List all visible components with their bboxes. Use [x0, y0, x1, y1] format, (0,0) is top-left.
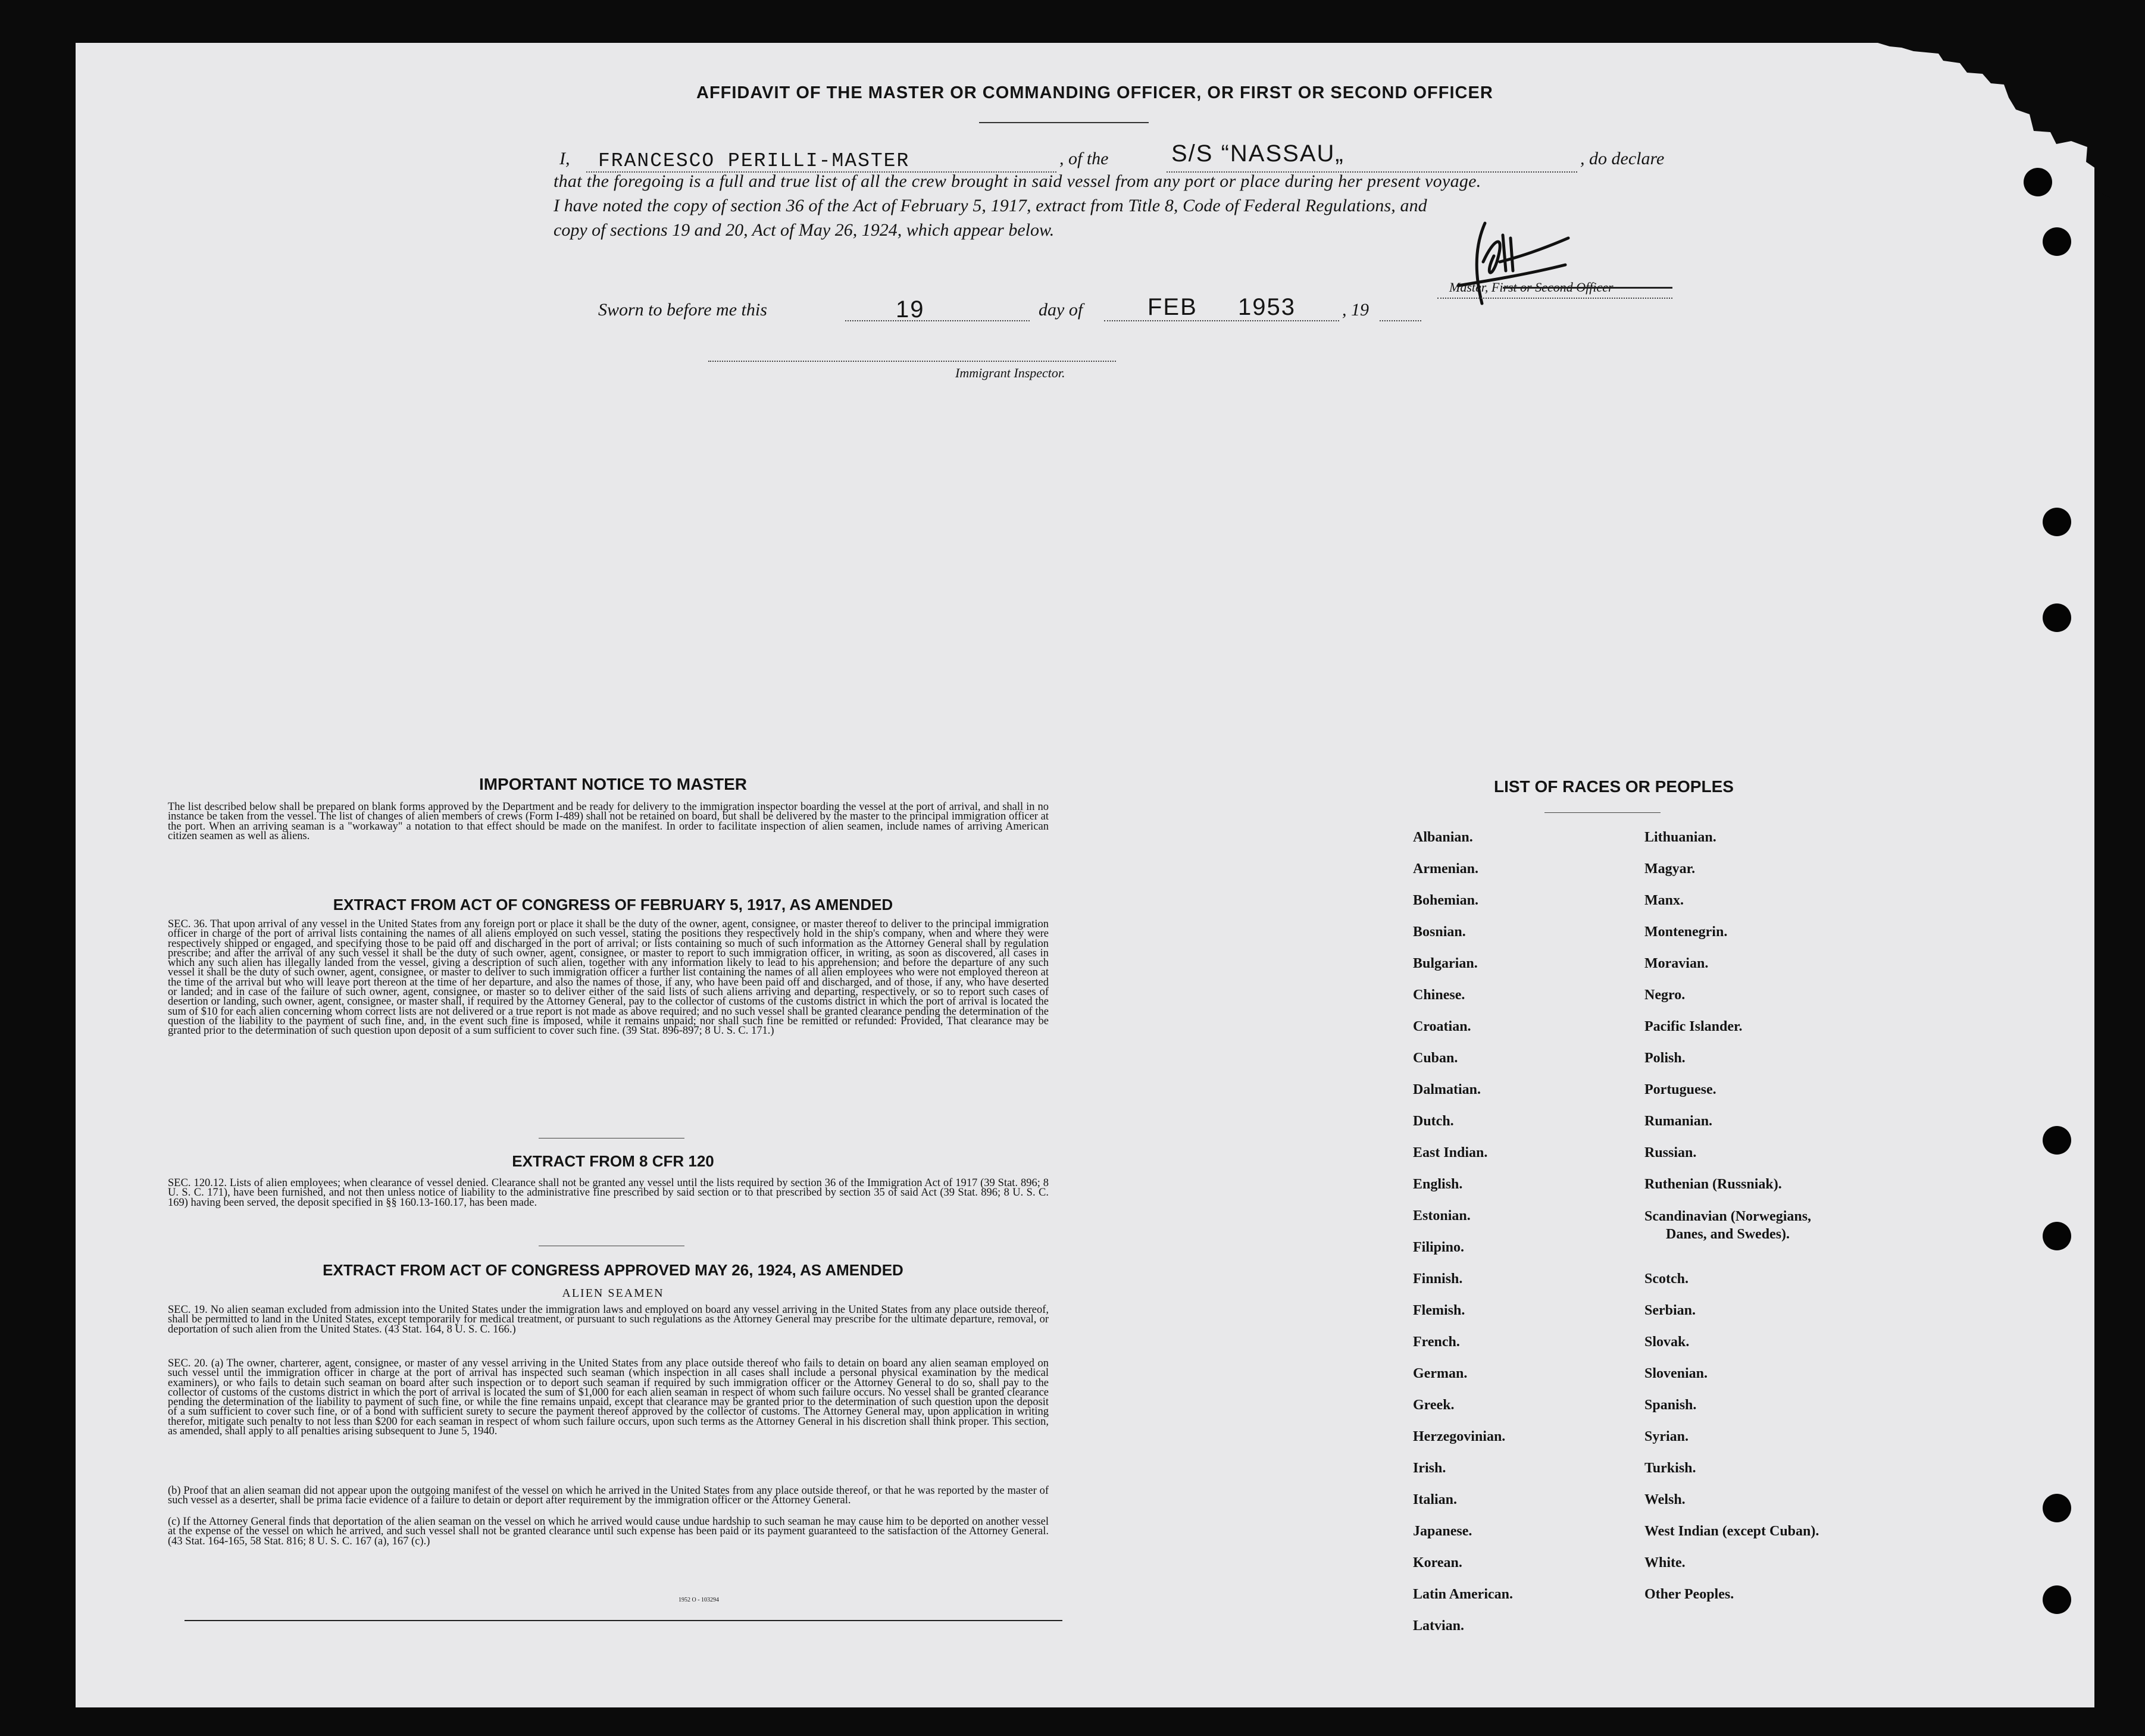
year-prefix: , 19 [1342, 300, 1369, 320]
title-rule [979, 122, 1149, 123]
race-item: Other Peoples. [1644, 1587, 1734, 1602]
race-item: Dalmatian. [1413, 1082, 1481, 1097]
declaration-of-the: , of the [1059, 149, 1109, 168]
signature-strike [1503, 287, 1672, 289]
sworn-month: FEB [1147, 294, 1197, 320]
sec19-text: SEC. 19. No alien seaman excluded from admission into the United States under the immigration laws and employed on board any vessel arriving in the United States from any place outside thereof, shall be permitted to land in the United States, except temporarily for medical treatment, or pursuant to such regulations as the Attorney General may prescribe for the ultimate departure, removal, or deportation of such alien from the United States. (43 Stat. 164, 8 U. S. C. 166.) [168, 1304, 1049, 1335]
year-line [1380, 320, 1421, 321]
race-item: Bulgarian. [1413, 956, 1478, 971]
race-item: Polish. [1644, 1050, 1686, 1066]
vessel-name: S/S “NASSAU„ [1171, 140, 1344, 167]
races-left-column [1413, 822, 1513, 1642]
races-right-column [1644, 822, 1819, 1610]
race-item: Bosnian. [1413, 924, 1466, 940]
punch-hole [2043, 1585, 2071, 1614]
race-item: German. [1413, 1366, 1468, 1381]
notice-text: The list described below shall be prepared on blank forms approved by the Department and be ready for delivery to the immigration inspector boarding the vessel at the port of arrival, and shall in no instance be taken from the vessel. The list of changes of alien members of crews (Form I-489) shall not be retained on board, but shall be delivered by the master to the principal immigration officer at the port. When an arriving seaman is a "workaway" a notation to that effect should be made on the manifest. In order to facilitate inspection of alien seamen, include names of arriving American citizen seamen as well as aliens. [168, 801, 1049, 842]
race-item: Albanian. [1413, 830, 1473, 845]
race-item: Moravian. [1644, 956, 1709, 971]
torn-corner [1878, 43, 2110, 198]
race-item: Pacific Islander. [1644, 1019, 1743, 1034]
race-item: Armenian. [1413, 861, 1478, 877]
race-item: Welsh. [1644, 1492, 1686, 1507]
signature-caption: Master, First or Second Officer [1449, 280, 1614, 295]
race-item: Herzegovinian. [1413, 1429, 1506, 1444]
race-item: Filipino. [1413, 1240, 1465, 1255]
extract-1917-text: SEC. 36. That upon arrival of any vessel in the United States from any foreign port or place it shall be the duty of the owner, agent, consignee, or master thereof to deliver to the principal immigration officer in charge of the port of arrival lists containing the names of all aliens employed on such vessel, stating the positions they respectively hold in the ship's company, when and where they were respectively shipped or engaged, and specifying those to be paid off and discharged in the port of arrival; or lists containing so much of such information as the Attorney General shall by regulation prescribe; and after the arrival of any such vessel it shall be the duty of such owner, agent, consignee, or master to report to such immigration officer, in writing, as soon as discovered, all cases in which any such alien has illegally landed from the vessel, giving a description of such alien, together with any information likely to lead to his apprehension; and before the departure of any such vessel it shall be the duty of such owner, agent, consignee, or master to deliver to such immigration officer a further list containing the names of all alien employees who were not employed thereon at the time of the arrival but who will leave port thereon at the time of her departure, and also the names of those, if any, who have been paid off and discharged, and of those, if any, who have deserted or landed; and in case of the failure of such owner, agent, consignee, or master so to deliver either of the said lists of such aliens arriving and departing, respectively, or so to report such cases of desertion or landing, such owner, agent, consignee, or master shall, if required by the Attorney General, pay to the collector of customs of the customs district in which the port of arrival is located the sum of $10 for each alien concerning whom correct lists are not delivered or a true report is not made as above required; and no such vessel shall be granted clearance pending the determination of the question of the liability to the payment of such fine, and, in the event such fine is imposed, while it remains unpaid; nor shall such fine be remitted or refunded: Provided, That clearance may be granted prior to the determination of such question upon deposit of a sum sufficient to cover such fine. (39 Stat. 896-897; 8 U. S. C. 171.) [168, 918, 1049, 1037]
day-of-label: day of [1039, 300, 1083, 320]
race-item: West Indian (except Cuban). [1644, 1524, 1819, 1539]
extract-cfr-title: EXTRACT FROM 8 CFR 120 [512, 1152, 714, 1170]
declaration-line-3: I have noted the copy of section 36 of the Act of February 5, 1917, extract from Title 8, Code of Federal Regulations, and [554, 196, 1427, 215]
race-item: Lithuanian. [1644, 830, 1716, 845]
race-item: Scandinavian (Norwegians, [1644, 1209, 1812, 1224]
declarant-name: FRANCESCO PERILLI-MASTER [598, 150, 910, 172]
bottom-rule [185, 1620, 1062, 1621]
race-item: Danes, and Swedes). [1666, 1227, 1790, 1242]
affidavit-title: AFFIDAVIT OF THE MASTER OR COMMANDING OFFICER, OR FIRST OR SECOND OFFICER [696, 83, 1493, 102]
race-item: Italian. [1413, 1492, 1458, 1507]
punch-hole [2043, 227, 2071, 256]
alien-seamen-subtitle: ALIEN SEAMEN [562, 1287, 664, 1300]
race-item: Irish. [1413, 1460, 1446, 1476]
race-item: Serbian. [1644, 1303, 1696, 1318]
race-item: Latin American. [1413, 1587, 1513, 1602]
race-item: Chinese. [1413, 987, 1465, 1003]
inspector-caption: Immigrant Inspector. [955, 365, 1065, 380]
notice-title: IMPORTANT NOTICE TO MASTER [479, 775, 748, 793]
extract-1917-title: EXTRACT FROM ACT OF CONGRESS OF FEBRUARY 5, 1917, AS AMENDED [333, 896, 893, 914]
master-signature [1440, 214, 1577, 315]
sworn-label: Sworn to before me this [598, 300, 767, 320]
punch-hole [2043, 1222, 2071, 1250]
race-item: Syrian. [1644, 1429, 1689, 1444]
punch-hole [2043, 1126, 2071, 1155]
race-item: Magyar. [1644, 861, 1696, 877]
race-item: Korean. [1413, 1555, 1462, 1571]
declaration-line-4: copy of sections 19 and 20, Act of May 26, 1924, which appear below. [554, 220, 1055, 240]
race-item: Cuban. [1413, 1050, 1458, 1066]
race-item: Russian. [1644, 1145, 1697, 1161]
race-item: Manx. [1644, 893, 1684, 908]
sworn-day: 19 [896, 296, 925, 323]
punch-hole [2043, 508, 2071, 536]
race-item: Negro. [1644, 987, 1686, 1003]
race-item: Spanish. [1644, 1397, 1697, 1413]
race-item: Flemish. [1413, 1303, 1465, 1318]
extract-cfr-text: SEC. 120.12. Lists of alien employees; when clearance of vessel denied. Clearance shall not be granted any vessel until the lists required by section 36 of the Immigration Act of 1917 (39 Stat. 896; 8 U. S. C. 171), have been furnished, and not then unless notice of liability to the administrative fine prescribed by said section or to that prescribed by section 35 of said Act (39 Stat. 896; 8 U. S. C. 169) having been served, the deposit specified in §§ 160.13-160.17, has been made. [168, 1177, 1049, 1209]
race-item: Slovak. [1644, 1334, 1690, 1350]
race-item: White. [1644, 1555, 1686, 1571]
punch-hole [2043, 603, 2071, 632]
day-line [845, 320, 1030, 321]
race-item: Scotch. [1644, 1271, 1689, 1287]
print-number: 1952 O - 103294 [678, 1597, 720, 1603]
race-item: Portuguese. [1644, 1082, 1716, 1097]
declaration-do-declare: , do declare [1580, 149, 1665, 168]
month-line [1104, 320, 1339, 321]
race-item: Japanese. [1413, 1524, 1472, 1539]
race-item: Ruthenian (Russniak). [1644, 1177, 1782, 1192]
race-item: Latvian. [1413, 1618, 1465, 1634]
race-item: Turkish. [1644, 1460, 1696, 1476]
race-item: Bohemian. [1413, 893, 1479, 908]
race-item: Slovenian. [1644, 1366, 1708, 1381]
inspector-line [708, 361, 1116, 362]
race-item: Croatian. [1413, 1019, 1471, 1034]
race-item: Montenegrin. [1644, 924, 1728, 940]
race-item: Rumanian. [1644, 1113, 1713, 1129]
race-item: Estonian. [1413, 1208, 1471, 1224]
races-rule [1544, 812, 1661, 813]
declaration-i: I, [559, 149, 570, 168]
race-item: Dutch. [1413, 1113, 1454, 1129]
races-title: LIST OF RACES OR PEOPLES [1494, 777, 1734, 796]
race-item: Greek. [1413, 1397, 1455, 1413]
punch-hole [2043, 1494, 2071, 1522]
race-item: English. [1413, 1177, 1463, 1192]
signature-line [1437, 298, 1672, 299]
sec20c-text: (c) If the Attorney General finds that deportation of the alien seaman on the vessel on which he arrived would cause undue hardship to such seaman he may cause him to be deported on another vessel at the expense of the vessel on which he arrived, and such vessel shall not be granted clearance until such expense has been paid or its payment guaranteed to the satisfaction of the Attorney General. (43 Stat. 164-165, 58 Stat. 816; 8 U. S. C. 167 (a), 167 (c).) [168, 1516, 1049, 1547]
sec20b-text: (b) Proof that an alien seaman did not appear upon the outgoing manifest of the vessel on which he arrived in the United States from any place outside thereof, or that he was reported by the master of such vessel as a deserter, shall be prima facie evidence of a failure to detain or deport after requirement by the immigration officer or the Attorney General. [168, 1485, 1049, 1507]
race-item: Finnish. [1413, 1271, 1463, 1287]
punch-hole [2024, 168, 2052, 196]
extract-1924-title: EXTRACT FROM ACT OF CONGRESS APPROVED MAY 26, 1924, AS AMENDED [323, 1261, 903, 1279]
declaration-line-2: that the foregoing is a full and true list of all the crew brought in said vessel from any port or place during her present voyage. [554, 171, 1481, 191]
race-item: East Indian. [1413, 1145, 1488, 1161]
sworn-year: 1953 [1238, 294, 1296, 320]
race-item: French. [1413, 1334, 1460, 1350]
sec20a-text: SEC. 20. (a) The owner, charterer, agent, consignee, or master of any vessel arriving in the United States from any place outside thereof who fails to detain on board any alien seaman employed on such vessel until the immigration officer in charge at the port of arrival has inspected such seaman (which inspection in all cases shall include a personal physical examination by the medical examiners), or who fails to detain such seaman on board after such inspection or to deport such seaman if required by such immigration officer or the Attorney General to do so, shall pay to the collector of customs of the customs district in which the port of arrival is located the sum of $1,000 for each alien seaman in respect of whom such failure occurs. No vessel shall be granted clearance pending the determination of the liability to payment of such fine, or while the fine remains unpaid, except that clearance may be granted prior to the determination of such question upon the deposit of a sum sufficient to cover such fine, or of a bond with sufficient surety to secure the payment thereof approved by the collector of customs. The Attorney General may, upon application in writing therefor, mitigate such penalty to not less than $200 for each seaman in respect of whom such failure occurs, upon such terms as the Attorney General in his discretion shall think proper. This section, as amended, shall apply to all penalties arising subsequent to June 5, 1940. [168, 1357, 1049, 1438]
